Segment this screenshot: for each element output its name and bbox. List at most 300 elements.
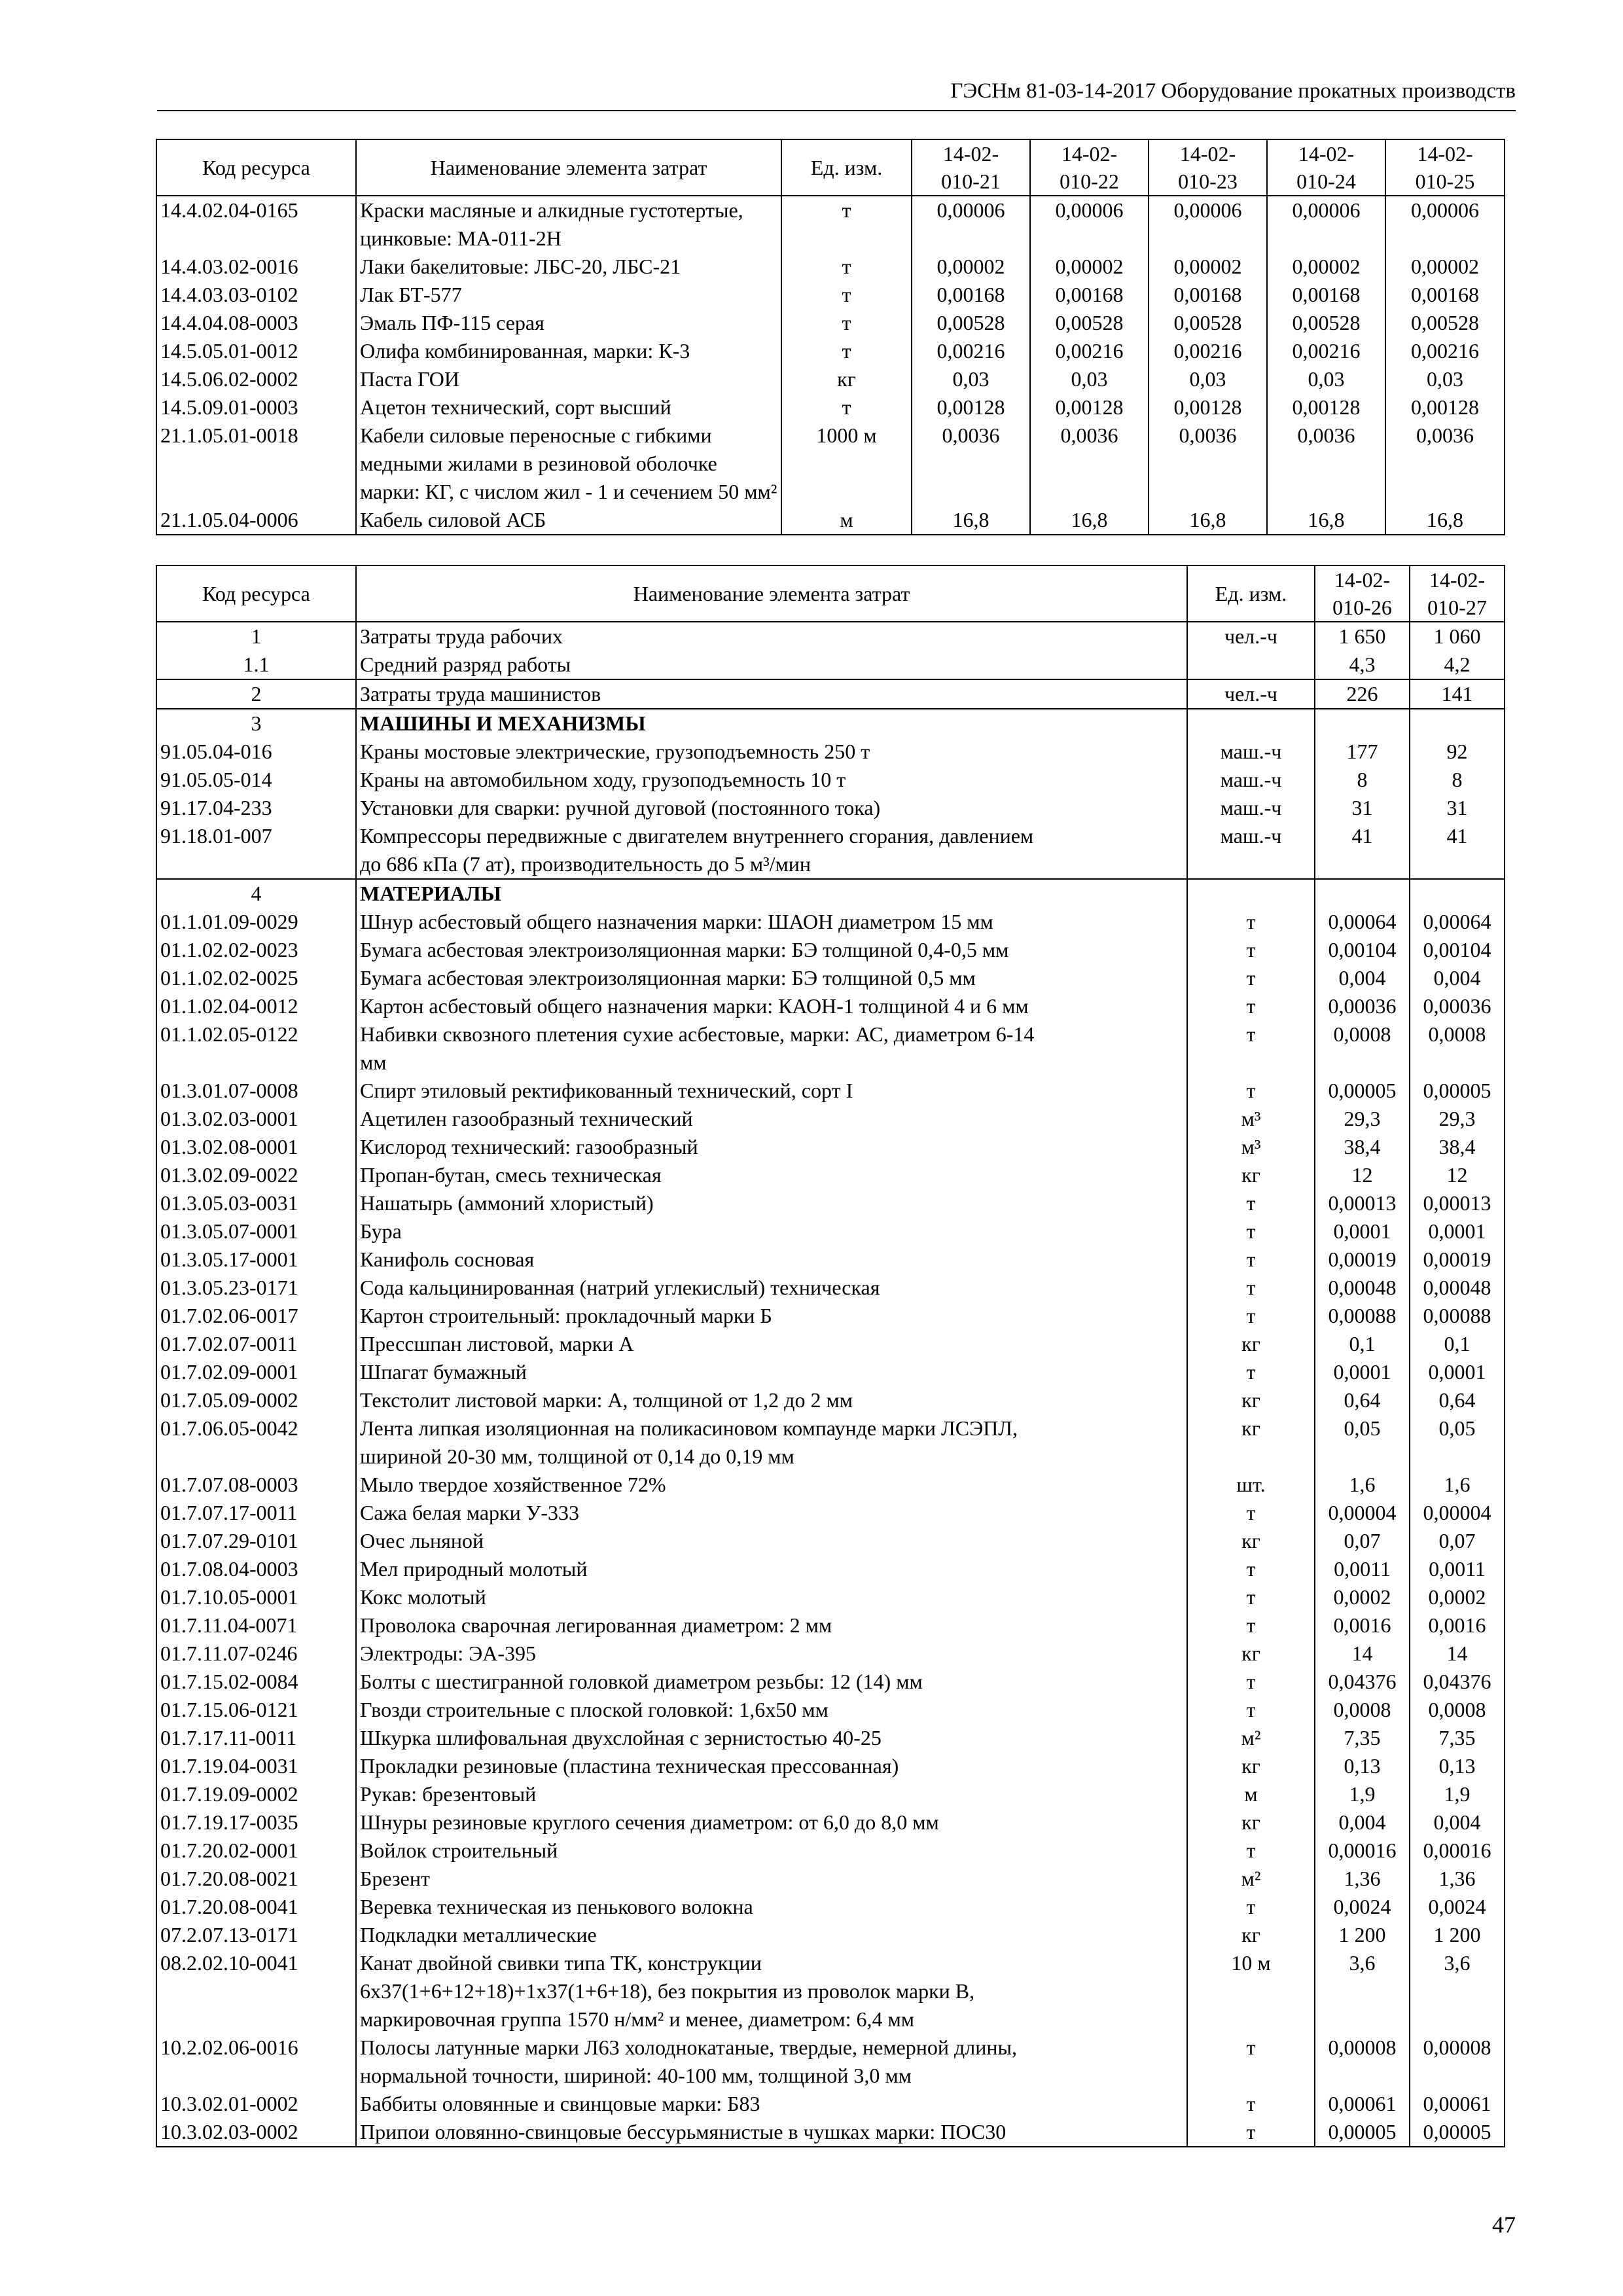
resource-name: Установки для сварки: ручной дуговой (постоянного тока) xyxy=(356,794,1187,822)
resource-value: 0,00104 xyxy=(1315,936,1410,964)
resource-unit: т xyxy=(1187,1668,1315,1696)
resource-name: Лента липкая изоляционная на поликасиновом компаунде марки ЛСЭПЛ, шириной 20-30 мм, толщиной от 0,14 до 0,19 мм xyxy=(356,1414,1187,1471)
resource-value: 0,03 xyxy=(1267,365,1385,393)
table-row xyxy=(156,964,1505,992)
resource-unit: чел.-ч xyxy=(1187,679,1315,709)
resource-value: 1,9 xyxy=(1315,1780,1410,1808)
resource-name: Сода кальцинированная (натрий углекислый) техническая xyxy=(356,1274,1187,1302)
table-body xyxy=(156,196,1505,535)
resource-code: 01.1.02.05-0122 xyxy=(156,1020,356,1077)
resource-value: 0,00104 xyxy=(1410,936,1505,964)
resource-code: 01.7.08.04-0003 xyxy=(156,1555,356,1583)
resource-value: 8 xyxy=(1410,766,1505,794)
table-row xyxy=(156,1611,1505,1640)
resource-value: 0,64 xyxy=(1410,1386,1505,1414)
resource-value: 0,0001 xyxy=(1410,1217,1505,1246)
resource-value: 0,0036 xyxy=(1385,422,1505,506)
resource-value: 0,00128 xyxy=(1149,393,1267,422)
resource-value: 0,00048 xyxy=(1410,1274,1505,1302)
header-col: 14-02- 010-24 xyxy=(1267,139,1385,196)
resource-value: 0,0016 xyxy=(1410,1611,1505,1640)
header-col: 14-02- 010-27 xyxy=(1410,565,1505,622)
resource-name: Текстолит листовой марки: А, толщиной от 1,2 до 2 мм xyxy=(356,1386,1187,1414)
table-row xyxy=(156,1668,1505,1696)
page-number: 47 xyxy=(1492,2212,1516,2238)
resource-value: 0,00064 xyxy=(1410,908,1505,936)
resource-code: 91.05.04-016 xyxy=(156,738,356,766)
resource-value: 0,1 xyxy=(1410,1330,1505,1358)
resource-unit: маш.-ч xyxy=(1187,766,1315,794)
resource-code: 01.7.06.05-0042 xyxy=(156,1414,356,1471)
resource-code: 01.7.19.09-0002 xyxy=(156,1780,356,1808)
table-row xyxy=(156,1330,1505,1358)
table-row xyxy=(156,992,1505,1020)
resource-value: 12 xyxy=(1315,1161,1410,1189)
resource-value: 12 xyxy=(1410,1161,1505,1189)
resource-unit: т xyxy=(1187,1189,1315,1217)
resource-value: 0,0036 xyxy=(912,422,1030,506)
resource-value: 1,6 xyxy=(1410,1471,1505,1499)
resource-name: Электроды: ЭА-395 xyxy=(356,1640,1187,1668)
table-row xyxy=(156,1414,1505,1471)
resource-unit xyxy=(1187,651,1315,679)
resource-name: Войлок строительный xyxy=(356,1837,1187,1865)
resource-value: 0,0001 xyxy=(1410,1358,1505,1386)
resource-value: 0,0024 xyxy=(1410,1893,1505,1921)
resource-name: Бура xyxy=(356,1217,1187,1246)
resource-value: 16,8 xyxy=(1385,506,1505,535)
header-code: Код ресурса xyxy=(156,565,356,622)
resource-name: Кабели силовые переносные с гибкими медными жилами в резиновой оболочке марки: КГ, с числом жил - 1 и сечением 50 мм² xyxy=(356,422,781,506)
resource-value: 0,004 xyxy=(1315,964,1410,992)
resource-name: Бумага асбестовая электроизоляционная марки: БЭ толщиной 0,4-0,5 мм xyxy=(356,936,1187,964)
resource-value: 0,00061 xyxy=(1315,2090,1410,2118)
table-row xyxy=(156,1274,1505,1302)
resource-value: 14 xyxy=(1315,1640,1410,1668)
resource-code: 01.7.07.29-0101 xyxy=(156,1527,356,1555)
table-row xyxy=(156,936,1505,964)
resource-unit: т xyxy=(781,309,912,337)
resource-name: Веревка техническая из пенькового волокна xyxy=(356,1893,1187,1921)
table-row xyxy=(156,1499,1505,1527)
resource-name: Паста ГОИ xyxy=(356,365,781,393)
resource-value: 0,0008 xyxy=(1410,1020,1505,1077)
resource-value xyxy=(1315,879,1410,908)
resource-value: 0,00528 xyxy=(1267,309,1385,337)
resource-value: 0,00168 xyxy=(1267,281,1385,309)
resource-value: 0,04376 xyxy=(1315,1668,1410,1696)
resource-value: 16,8 xyxy=(1149,506,1267,535)
resource-unit: чел.-ч xyxy=(1187,622,1315,651)
resource-unit: т xyxy=(1187,1555,1315,1583)
table-row xyxy=(156,1724,1505,1752)
resource-value: 0,00004 xyxy=(1410,1499,1505,1527)
resource-code: 08.2.02.10-0041 xyxy=(156,1949,356,2034)
table-row xyxy=(156,738,1505,766)
resource-code: 14.5.05.01-0012 xyxy=(156,337,356,365)
resource-unit: т xyxy=(1187,908,1315,936)
resource-value: 0,13 xyxy=(1410,1752,1505,1780)
resource-unit xyxy=(1187,709,1315,738)
resource-name: Картон строительный: прокладочный марки Б xyxy=(356,1302,1187,1330)
resource-value: 0,00005 xyxy=(1410,1077,1505,1105)
resource-value: 3,6 xyxy=(1410,1949,1505,2034)
resource-name: Затраты труда рабочих xyxy=(356,622,1187,651)
resource-name: Шнуры резиновые круглого сечения диаметром: от 6,0 до 8,0 мм xyxy=(356,1808,1187,1837)
resource-code: 10.2.02.06-0016 xyxy=(156,2034,356,2090)
resource-name: Прокладки резиновые (пластина техническая прессованная) xyxy=(356,1752,1187,1780)
resource-unit: кг xyxy=(1187,1640,1315,1668)
header-col: 14-02- 010-21 xyxy=(912,139,1030,196)
resource-value: 0,00216 xyxy=(1149,337,1267,365)
resource-name: Очес льняной xyxy=(356,1527,1187,1555)
resource-value: 0,05 xyxy=(1315,1414,1410,1471)
table-row xyxy=(156,879,1505,908)
table-row xyxy=(156,1246,1505,1274)
resource-value: 0,00216 xyxy=(1030,337,1149,365)
resource-name: Лак БТ-577 xyxy=(356,281,781,309)
resource-value: 0,0016 xyxy=(1315,1611,1410,1640)
resource-value: 0,0011 xyxy=(1315,1555,1410,1583)
resource-unit: кг xyxy=(1187,1808,1315,1837)
resource-unit: шт. xyxy=(1187,1471,1315,1499)
resource-value: 0,00168 xyxy=(912,281,1030,309)
resource-value: 0,00005 xyxy=(1410,2118,1505,2147)
resource-code: 01.3.05.23-0171 xyxy=(156,1274,356,1302)
table-row xyxy=(156,1837,1505,1865)
resource-value: 0,00128 xyxy=(912,393,1030,422)
resource-unit: кг xyxy=(1187,1161,1315,1189)
resource-unit: т xyxy=(1187,1246,1315,1274)
resource-value: 0,00528 xyxy=(1149,309,1267,337)
table-row xyxy=(156,1386,1505,1414)
resource-value: 0,0011 xyxy=(1410,1555,1505,1583)
resource-unit: т xyxy=(1187,1499,1315,1527)
table-row xyxy=(156,679,1505,709)
resource-value: 0,00006 xyxy=(1030,196,1149,253)
resource-code: 21.1.05.01-0018 xyxy=(156,422,356,506)
resource-name: Болты с шестигранной головкой диаметром резьбы: 12 (14) мм xyxy=(356,1668,1187,1696)
resource-value: 0,00168 xyxy=(1385,281,1505,309)
resource-unit: м xyxy=(781,506,912,535)
resource-value: 0,004 xyxy=(1315,1808,1410,1837)
resource-unit: т xyxy=(1187,1217,1315,1246)
resource-value: 0,0002 xyxy=(1410,1583,1505,1611)
table-row xyxy=(156,1471,1505,1499)
resource-name: Припои оловянно-свинцовые бессурьмянистые в чушках марки: ПОС30 xyxy=(356,2118,1187,2147)
resource-name: Проволока сварочная легированная диаметром: 2 мм xyxy=(356,1611,1187,1640)
resource-name: МАТЕРИАЛЫ xyxy=(356,879,1187,908)
resource-name: Ацетон технический, сорт высший xyxy=(356,393,781,422)
resource-unit: кг xyxy=(1187,1752,1315,1780)
resource-value: 16,8 xyxy=(1030,506,1149,535)
resource-unit: кг xyxy=(1187,1330,1315,1358)
resource-value: 38,4 xyxy=(1315,1133,1410,1161)
table-row xyxy=(156,2118,1505,2147)
resource-value: 31 xyxy=(1410,794,1505,822)
resource-value: 177 xyxy=(1315,738,1410,766)
resource-value: 16,8 xyxy=(912,506,1030,535)
resource-unit: т xyxy=(1187,992,1315,1020)
resource-value: 0,00088 xyxy=(1410,1302,1505,1330)
resource-unit: т xyxy=(1187,1077,1315,1105)
header-col: 14-02- 010-26 xyxy=(1315,565,1410,622)
resource-code: 01.3.02.08-0001 xyxy=(156,1133,356,1161)
page-header xyxy=(157,77,1516,111)
resource-code: 07.2.07.13-0171 xyxy=(156,1921,356,1949)
resource-value: 7,35 xyxy=(1410,1724,1505,1752)
resource-name: МАШИНЫ И МЕХАНИЗМЫ xyxy=(356,709,1187,738)
resource-name: Мыло твердое хозяйственное 72% xyxy=(356,1471,1187,1499)
table-row xyxy=(156,622,1505,651)
resource-value: 0,0008 xyxy=(1315,1020,1410,1077)
resource-value: 0,00528 xyxy=(912,309,1030,337)
resource-value: 0,00128 xyxy=(1267,393,1385,422)
header-code: Код ресурса xyxy=(156,139,356,196)
document-title: ГЭСНм 81-03-14-2017 Оборудование прокатных производств xyxy=(950,79,1516,103)
resource-value: 4,2 xyxy=(1410,651,1505,679)
resource-name: Шнур асбестовый общего назначения марки: ШАОН диаметром 15 мм xyxy=(356,908,1187,936)
header-name: Наименование элемента затрат xyxy=(356,565,1187,622)
resource-code: 01.7.17.11-0011 xyxy=(156,1724,356,1752)
resource-value: 31 xyxy=(1315,794,1410,822)
resource-value: 7,35 xyxy=(1315,1724,1410,1752)
resource-value: 0,07 xyxy=(1315,1527,1410,1555)
resource-name: Краны мостовые электрические, грузоподъемность 250 т xyxy=(356,738,1187,766)
resource-unit: кг xyxy=(1187,1527,1315,1555)
resource-code: 14.4.04.08-0003 xyxy=(156,309,356,337)
resource-name: Пропан-бутан, смесь техническая xyxy=(356,1161,1187,1189)
resource-name: Ацетилен газообразный технический xyxy=(356,1105,1187,1133)
resource-name: Канат двойной свивки типа ТК, конструкции 6х37(1+6+12+18)+1х37(1+6+18), без покрытия из проволок марки В, маркировочная группа 1570 н/мм² и менее, диаметром: 6,4 мм xyxy=(356,1949,1187,2034)
resource-code: 2 xyxy=(156,679,356,709)
resource-value: 29,3 xyxy=(1410,1105,1505,1133)
resource-value: 0,00006 xyxy=(1267,196,1385,253)
resource-value: 0,00061 xyxy=(1410,2090,1505,2118)
resource-name: Кокс молотый xyxy=(356,1583,1187,1611)
resource-value: 29,3 xyxy=(1315,1105,1410,1133)
resource-code: 01.7.15.06-0121 xyxy=(156,1696,356,1724)
resource-code: 01.7.19.17-0035 xyxy=(156,1808,356,1837)
resource-unit: т xyxy=(781,393,912,422)
resource-value: 1 650 xyxy=(1315,622,1410,651)
resource-unit: т xyxy=(781,337,912,365)
resource-unit: т xyxy=(1187,1358,1315,1386)
resource-value xyxy=(1410,879,1505,908)
resource-value: 0,00528 xyxy=(1030,309,1149,337)
table-row xyxy=(156,1696,1505,1724)
resource-code: 01.3.02.03-0001 xyxy=(156,1105,356,1133)
table-row xyxy=(156,1189,1505,1217)
resource-code: 01.7.11.04-0071 xyxy=(156,1611,356,1640)
resource-unit: м² xyxy=(1187,1865,1315,1893)
resource-value: 0,03 xyxy=(1385,365,1505,393)
resource-code: 01.7.20.08-0041 xyxy=(156,1893,356,1921)
resource-value: 41 xyxy=(1410,822,1505,879)
resource-unit: кг xyxy=(1187,1921,1315,1949)
table-row xyxy=(156,281,1505,309)
resource-value: 0,00013 xyxy=(1410,1189,1505,1217)
resource-value: 92 xyxy=(1410,738,1505,766)
resource-code: 01.3.05.07-0001 xyxy=(156,1217,356,1246)
resource-code: 01.1.02.02-0025 xyxy=(156,964,356,992)
resource-value: 0,00006 xyxy=(1385,196,1505,253)
resource-value: 0,00004 xyxy=(1315,1499,1410,1527)
resource-unit: маш.-ч xyxy=(1187,822,1315,879)
table-row xyxy=(156,309,1505,337)
resource-value: 0,0008 xyxy=(1315,1696,1410,1724)
resource-unit: т xyxy=(1187,1583,1315,1611)
resource-value: 0,00002 xyxy=(1149,253,1267,281)
resource-unit: т xyxy=(1187,964,1315,992)
resource-value xyxy=(1410,709,1505,738)
resource-code: 3 xyxy=(156,709,356,738)
resource-name: Нашатырь (аммоний хлористый) xyxy=(356,1189,1187,1217)
resource-code: 01.1.02.02-0023 xyxy=(156,936,356,964)
resource-code: 4 xyxy=(156,879,356,908)
resource-unit: м² xyxy=(1187,1724,1315,1752)
resource-unit: т xyxy=(1187,1274,1315,1302)
resource-table-2 xyxy=(156,565,1505,2147)
resource-value: 3,6 xyxy=(1315,1949,1410,2034)
table-row xyxy=(156,365,1505,393)
resource-name: Прессшпан листовой, марки А xyxy=(356,1330,1187,1358)
resource-unit: м³ xyxy=(1187,1133,1315,1161)
resource-value: 0,0002 xyxy=(1315,1583,1410,1611)
resource-code: 01.7.02.09-0001 xyxy=(156,1358,356,1386)
resource-code: 91.17.04-233 xyxy=(156,794,356,822)
resource-value: 0,00002 xyxy=(1267,253,1385,281)
resource-value: 0,0036 xyxy=(1030,422,1149,506)
resource-code: 01.7.11.07-0246 xyxy=(156,1640,356,1668)
resource-unit: т xyxy=(1187,1302,1315,1330)
table-row xyxy=(156,822,1505,879)
resource-value: 8 xyxy=(1315,766,1410,794)
resource-code: 01.3.05.17-0001 xyxy=(156,1246,356,1274)
table-row xyxy=(156,422,1505,506)
resource-name: Краски масляные и алкидные густотертые, цинковые: МА-011-2Н xyxy=(356,196,781,253)
resource-value: 0,05 xyxy=(1410,1414,1505,1471)
resource-code: 14.4.02.04-0165 xyxy=(156,196,356,253)
resource-value: 0,00002 xyxy=(912,253,1030,281)
resource-code: 10.3.02.01-0002 xyxy=(156,2090,356,2118)
resource-value: 1,9 xyxy=(1410,1780,1505,1808)
table-row xyxy=(156,253,1505,281)
resource-code: 01.1.01.09-0029 xyxy=(156,908,356,936)
resource-value: 0,64 xyxy=(1315,1386,1410,1414)
resource-value: 16,8 xyxy=(1267,506,1385,535)
table-row xyxy=(156,1358,1505,1386)
resource-value: 0,00088 xyxy=(1315,1302,1410,1330)
table-header-row xyxy=(156,565,1505,622)
resource-code: 01.7.20.08-0021 xyxy=(156,1865,356,1893)
resource-value: 226 xyxy=(1315,679,1410,709)
resource-code: 01.7.10.05-0001 xyxy=(156,1583,356,1611)
resource-name: Баббиты оловянные и свинцовые марки: Б83 xyxy=(356,2090,1187,2118)
resource-value: 0,00168 xyxy=(1030,281,1149,309)
resource-code: 91.05.05-014 xyxy=(156,766,356,794)
resource-code: 14.5.09.01-0003 xyxy=(156,393,356,422)
resource-name: Полосы латунные марки Л63 холоднокатаные, твердые, немерной длины, нормальной точности, шириной: 40-100 мм, толщиной 3,0 мм xyxy=(356,2034,1187,2090)
resource-code: 01.7.05.09-0002 xyxy=(156,1386,356,1414)
resource-value: 0,00005 xyxy=(1315,2118,1410,2147)
table-row xyxy=(156,1752,1505,1780)
resource-name: Подкладки металлические xyxy=(356,1921,1187,1949)
resource-value: 0,00064 xyxy=(1315,908,1410,936)
resource-value: 0,00528 xyxy=(1385,309,1505,337)
resource-unit: т xyxy=(1187,2090,1315,2118)
resource-code: 10.3.02.03-0002 xyxy=(156,2118,356,2147)
resource-value: 0,00006 xyxy=(912,196,1030,253)
resource-name: Набивки сквозного плетения сухие асбестовые, марки: АС, диаметром 6-14 мм xyxy=(356,1020,1187,1077)
table-row xyxy=(156,1921,1505,1949)
resource-code: 01.7.07.08-0003 xyxy=(156,1471,356,1499)
table-row xyxy=(156,1161,1505,1189)
resource-value: 0,07 xyxy=(1410,1527,1505,1555)
resource-value: 0,00128 xyxy=(1030,393,1149,422)
resource-unit: т xyxy=(781,196,912,253)
resource-value: 0,00019 xyxy=(1315,1246,1410,1274)
table-row xyxy=(156,1105,1505,1133)
resource-name: Краны на автомобильном ходу, грузоподъемность 10 т xyxy=(356,766,1187,794)
resource-unit: т xyxy=(1187,936,1315,964)
resource-value: 0,00005 xyxy=(1315,1077,1410,1105)
resource-value: 0,03 xyxy=(1149,365,1267,393)
table-row xyxy=(156,1527,1505,1555)
resource-value: 1 200 xyxy=(1315,1921,1410,1949)
header-unit: Ед. изм. xyxy=(781,139,912,196)
resource-code: 14.4.03.02-0016 xyxy=(156,253,356,281)
resource-name: Мел природный молотый xyxy=(356,1555,1187,1583)
resource-value: 14 xyxy=(1410,1640,1505,1668)
resource-value: 0,0024 xyxy=(1315,1893,1410,1921)
resource-value: 0,00036 xyxy=(1315,992,1410,1020)
resource-value: 0,00216 xyxy=(912,337,1030,365)
resource-unit: т xyxy=(1187,2118,1315,2147)
resource-unit: кг xyxy=(1187,1414,1315,1471)
header-col: 14-02- 010-25 xyxy=(1385,139,1505,196)
resource-unit: 10 м xyxy=(1187,1949,1315,2034)
table-row xyxy=(156,908,1505,936)
table-row xyxy=(156,1893,1505,1921)
resource-name: Средний разряд работы xyxy=(356,651,1187,679)
resource-value: 0,0036 xyxy=(1149,422,1267,506)
resource-value: 1 200 xyxy=(1410,1921,1505,1949)
header-col: 14-02- 010-23 xyxy=(1149,139,1267,196)
table-row xyxy=(156,1077,1505,1105)
table-row xyxy=(156,506,1505,535)
resource-value: 0,00016 xyxy=(1410,1837,1505,1865)
resource-code: 01.1.02.04-0012 xyxy=(156,992,356,1020)
resource-name: Компрессоры передвижные с двигателем внутреннего сгорания, давлением до 686 кПа (7 ат), производительность до 5 м³/мин xyxy=(356,822,1187,879)
resource-code: 14.4.03.03-0102 xyxy=(156,281,356,309)
table-row xyxy=(156,766,1505,794)
table-row xyxy=(156,337,1505,365)
resource-value: 1,36 xyxy=(1410,1865,1505,1893)
resource-code: 1.1 xyxy=(156,651,356,679)
resource-unit: т xyxy=(1187,2034,1315,2090)
resource-code: 01.7.15.02-0084 xyxy=(156,1668,356,1696)
table-row xyxy=(156,794,1505,822)
resource-code: 01.7.02.06-0017 xyxy=(156,1302,356,1330)
resource-unit: м³ xyxy=(1187,1105,1315,1133)
resource-value: 0,00008 xyxy=(1410,2034,1505,2090)
resource-code: 01.7.19.04-0031 xyxy=(156,1752,356,1780)
resource-code: 01.7.02.07-0011 xyxy=(156,1330,356,1358)
resource-code: 01.3.01.07-0008 xyxy=(156,1077,356,1105)
resource-value: 0,03 xyxy=(1030,365,1149,393)
resource-value: 0,00002 xyxy=(1030,253,1149,281)
